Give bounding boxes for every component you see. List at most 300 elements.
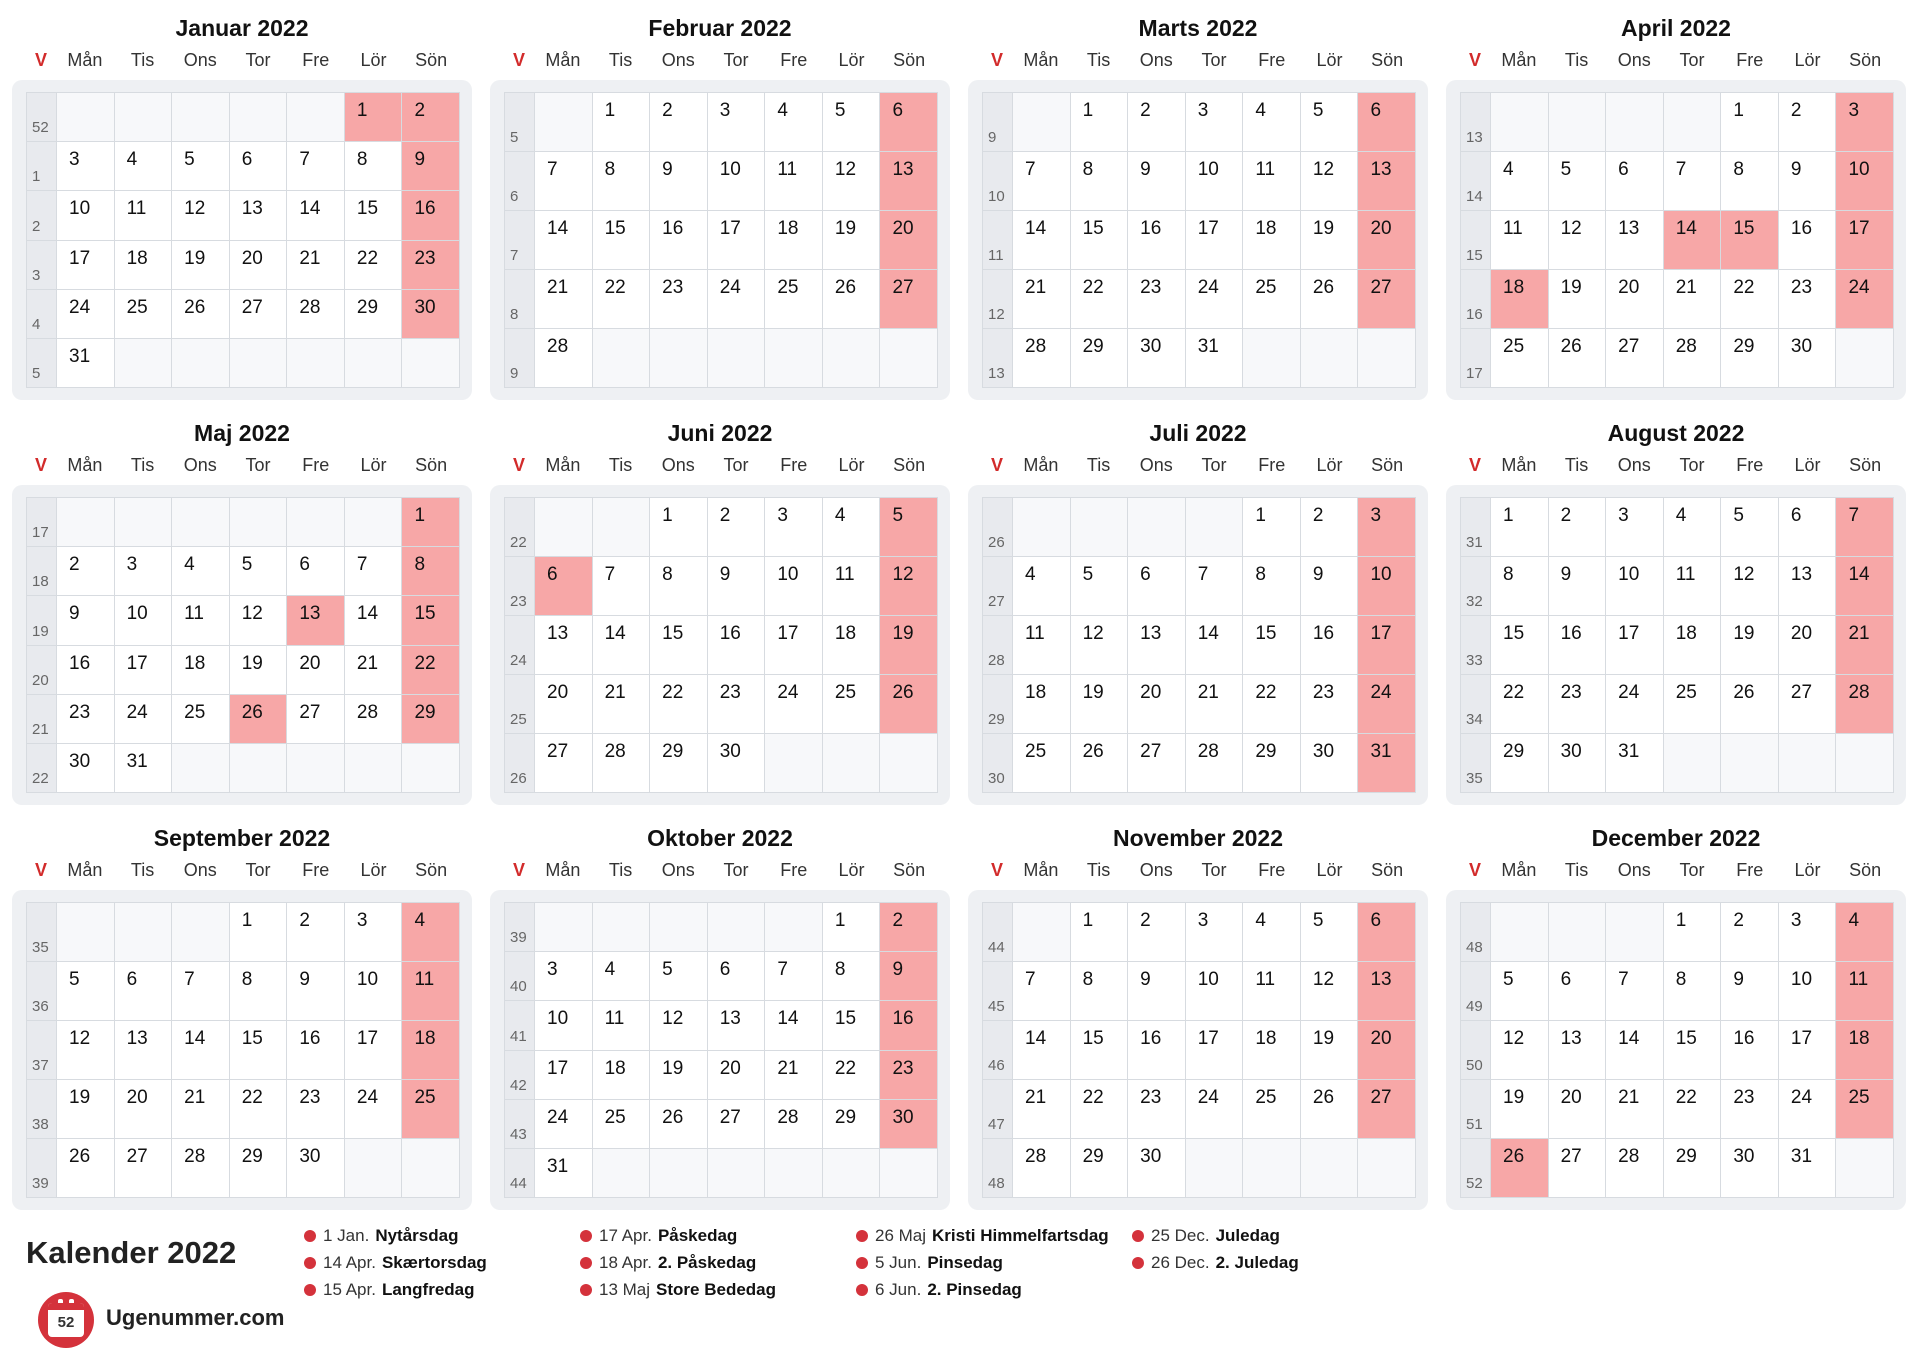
week-row bbox=[27, 339, 459, 387]
empty-day-cell bbox=[172, 498, 229, 546]
day-cell: 15 bbox=[1071, 211, 1128, 269]
day-cell: 18 bbox=[823, 616, 880, 674]
day-cell: 2 bbox=[880, 903, 937, 951]
holiday-column bbox=[580, 1222, 856, 1303]
weekday-label: Tor bbox=[723, 860, 749, 880]
empty-day-cell bbox=[402, 339, 459, 387]
empty-day-cell bbox=[1606, 903, 1663, 961]
day-cell: 12 bbox=[1301, 152, 1358, 210]
day-cell: 4 bbox=[1013, 557, 1070, 615]
empty-day-cell bbox=[1606, 93, 1663, 151]
empty-day-cell bbox=[402, 744, 459, 792]
day-cell: 24 bbox=[1186, 270, 1243, 328]
day-cell: 20 bbox=[1128, 675, 1185, 733]
weekday-label: Tis bbox=[1564, 455, 1589, 475]
weekday-label: Tor bbox=[1679, 455, 1705, 475]
month-calendar bbox=[490, 405, 950, 810]
weekday-header bbox=[12, 50, 472, 74]
day-cell: 2 bbox=[1779, 93, 1836, 151]
day-grid bbox=[1460, 497, 1894, 793]
holiday-dot-icon bbox=[304, 1230, 316, 1242]
day-cell: 20 bbox=[1549, 1080, 1606, 1138]
day-cell: 14 bbox=[1836, 557, 1893, 615]
day-cell: 2 bbox=[1128, 903, 1185, 961]
day-cell: 29 bbox=[230, 1139, 287, 1197]
empty-day-cell bbox=[880, 734, 937, 792]
day-cell: 4 bbox=[593, 952, 650, 1000]
day-cell: 6 bbox=[1358, 93, 1415, 151]
day-cell: 6 bbox=[1549, 962, 1606, 1020]
day-cell: 26 bbox=[57, 1139, 114, 1197]
day-cell: 23 bbox=[1721, 1080, 1778, 1138]
day-cell: 7 bbox=[172, 962, 229, 1020]
day-cell: 1 bbox=[1664, 903, 1721, 961]
week-number: 12 bbox=[983, 270, 1012, 328]
day-cell: 8 bbox=[230, 962, 287, 1020]
day-cell: 3 bbox=[1779, 903, 1836, 961]
holiday-day-cell: 1 bbox=[345, 93, 402, 141]
day-cell: 9 bbox=[287, 962, 344, 1020]
empty-day-cell bbox=[115, 339, 172, 387]
day-cell: 23 bbox=[1779, 270, 1836, 328]
weekday-label: Fre bbox=[780, 50, 808, 70]
day-cell: 12 bbox=[823, 152, 880, 210]
day-cell: 21 bbox=[1664, 270, 1721, 328]
week-row bbox=[27, 695, 459, 743]
day-cell: 23 bbox=[1128, 1080, 1185, 1138]
holiday-legend bbox=[304, 1222, 1324, 1303]
holiday-item bbox=[856, 1249, 1132, 1276]
day-cell: 2 bbox=[1128, 93, 1185, 151]
empty-day-cell bbox=[1013, 903, 1070, 961]
week-row bbox=[505, 675, 937, 733]
weekday-header bbox=[968, 455, 1428, 479]
week-row bbox=[505, 211, 937, 269]
empty-day-cell bbox=[57, 903, 114, 961]
day-cell: 28 bbox=[765, 1100, 822, 1148]
day-cell: 1 bbox=[650, 498, 707, 556]
day-cell: 22 bbox=[593, 270, 650, 328]
week-number: 9 bbox=[983, 93, 1012, 151]
empty-day-cell bbox=[1301, 1139, 1358, 1197]
week-number: 13 bbox=[1461, 93, 1490, 151]
day-cell: 6 bbox=[1606, 152, 1663, 210]
day-cell: 30 bbox=[1128, 1139, 1185, 1197]
week-number: 44 bbox=[983, 903, 1012, 961]
empty-day-cell bbox=[823, 329, 880, 387]
weekday-label: Sön bbox=[415, 455, 448, 475]
empty-day-cell bbox=[1358, 329, 1415, 387]
holiday-dot-icon bbox=[856, 1230, 868, 1242]
day-cell: 18 bbox=[593, 1051, 650, 1099]
holiday-item bbox=[1132, 1249, 1332, 1276]
weekday-header bbox=[12, 455, 472, 479]
day-cell: 14 bbox=[345, 596, 402, 644]
day-cell: 11 bbox=[593, 1001, 650, 1049]
day-grid bbox=[26, 92, 460, 388]
holiday-day-cell: 26 bbox=[230, 695, 287, 743]
week-number-header: V bbox=[34, 50, 47, 70]
day-cell: 23 bbox=[880, 1051, 937, 1099]
day-cell: 11 bbox=[1491, 211, 1548, 269]
week-number: 18 bbox=[27, 547, 56, 595]
day-cell: 24 bbox=[115, 695, 172, 743]
day-cell: 16 bbox=[1549, 616, 1606, 674]
day-cell: 31 bbox=[115, 744, 172, 792]
day-cell: 17 bbox=[1186, 1021, 1243, 1079]
day-cell: 18 bbox=[1664, 616, 1721, 674]
weekday-label: Mån bbox=[1501, 50, 1537, 70]
day-cell: 4 bbox=[1243, 93, 1300, 151]
day-cell: 3 bbox=[708, 93, 765, 151]
day-cell: 10 bbox=[57, 191, 114, 239]
week-row bbox=[505, 1001, 937, 1049]
day-cell: 18 bbox=[765, 211, 822, 269]
holiday-dot-icon bbox=[304, 1284, 316, 1296]
day-cell: 28 bbox=[1013, 329, 1070, 387]
day-cell: 25 bbox=[1013, 734, 1070, 792]
month-panel bbox=[490, 485, 950, 805]
day-cell: 22 bbox=[230, 1080, 287, 1138]
day-cell: 27 bbox=[880, 270, 937, 328]
week-number: 45 bbox=[983, 962, 1012, 1020]
empty-day-cell bbox=[287, 93, 344, 141]
day-cell: 4 bbox=[1836, 903, 1893, 961]
week-number: 8 bbox=[505, 270, 534, 328]
empty-day-cell bbox=[650, 329, 707, 387]
month-panel bbox=[968, 890, 1428, 1210]
week-row bbox=[505, 329, 937, 387]
month-title: Februar 2022 bbox=[648, 15, 792, 41]
day-cell: 22 bbox=[1071, 1080, 1128, 1138]
day-cell: 8 bbox=[345, 142, 402, 190]
day-cell: 19 bbox=[172, 241, 229, 289]
day-cell: 14 bbox=[1013, 1021, 1070, 1079]
month-panel bbox=[12, 80, 472, 400]
day-cell: 1 bbox=[823, 903, 880, 951]
day-cell: 3 bbox=[1606, 498, 1663, 556]
day-cell: 3 bbox=[345, 903, 402, 961]
week-row bbox=[983, 1021, 1415, 1079]
month-calendar bbox=[12, 810, 472, 1215]
day-cell: 24 bbox=[1836, 270, 1893, 328]
day-cell: 7 bbox=[1186, 557, 1243, 615]
day-cell: 22 bbox=[1664, 1080, 1721, 1138]
month-title: August 2022 bbox=[1607, 420, 1745, 446]
day-cell: 2 bbox=[402, 93, 459, 141]
holiday-dot-icon bbox=[1132, 1257, 1144, 1269]
day-cell: 14 bbox=[287, 191, 344, 239]
weekday-label: Fre bbox=[302, 455, 330, 475]
month-panel bbox=[490, 890, 950, 1210]
day-cell: 29 bbox=[1491, 734, 1548, 792]
day-cell: 13 bbox=[1128, 616, 1185, 674]
weekday-label: Tis bbox=[1564, 50, 1589, 70]
day-cell: 29 bbox=[823, 1100, 880, 1148]
holiday-column bbox=[856, 1222, 1132, 1303]
holiday-date: 26 Maj bbox=[875, 1225, 927, 1245]
weekday-label: Mån bbox=[545, 860, 581, 880]
day-cell: 23 bbox=[708, 675, 765, 733]
empty-day-cell bbox=[765, 329, 822, 387]
weekday-label: Tor bbox=[245, 860, 271, 880]
weekday-label: Ons bbox=[661, 860, 695, 880]
day-cell: 16 bbox=[1721, 1021, 1778, 1079]
week-number: 6 bbox=[505, 152, 534, 210]
day-cell: 5 bbox=[650, 952, 707, 1000]
day-cell: 29 bbox=[1071, 329, 1128, 387]
week-row bbox=[1461, 675, 1893, 733]
day-cell: 4 bbox=[1491, 152, 1548, 210]
day-cell: 13 bbox=[535, 616, 592, 674]
weekday-label: Mån bbox=[67, 455, 103, 475]
week-row bbox=[1461, 734, 1893, 792]
day-cell: 15 bbox=[230, 1021, 287, 1079]
empty-day-cell bbox=[708, 1149, 765, 1197]
day-cell: 17 bbox=[115, 646, 172, 694]
day-cell: 28 bbox=[345, 695, 402, 743]
day-cell: 8 bbox=[1243, 557, 1300, 615]
empty-day-cell bbox=[1013, 498, 1070, 556]
weekday-header bbox=[490, 860, 950, 884]
week-number-header: V bbox=[1468, 860, 1481, 880]
day-cell: 4 bbox=[1243, 903, 1300, 961]
day-cell: 29 bbox=[1664, 1139, 1721, 1197]
day-cell: 6 bbox=[708, 952, 765, 1000]
week-number: 1 bbox=[27, 142, 56, 190]
day-cell: 11 bbox=[823, 557, 880, 615]
week-number: 31 bbox=[1461, 498, 1490, 556]
day-cell: 12 bbox=[172, 191, 229, 239]
holiday-date: 1 Jan. bbox=[323, 1225, 370, 1245]
day-cell: 16 bbox=[402, 191, 459, 239]
day-cell: 21 bbox=[287, 241, 344, 289]
weekday-label: Lör bbox=[1316, 860, 1343, 880]
day-cell: 10 bbox=[1779, 962, 1836, 1020]
weekday-label: Tis bbox=[130, 860, 155, 880]
day-cell: 15 bbox=[650, 616, 707, 674]
month-title: September 2022 bbox=[153, 825, 331, 851]
empty-day-cell bbox=[880, 329, 937, 387]
weekday-label: Ons bbox=[1139, 50, 1173, 70]
empty-day-cell bbox=[708, 903, 765, 951]
day-cell: 29 bbox=[1721, 329, 1778, 387]
day-cell: 9 bbox=[57, 596, 114, 644]
day-cell: 6 bbox=[230, 142, 287, 190]
day-cell: 7 bbox=[765, 952, 822, 1000]
week-number: 30 bbox=[983, 734, 1012, 792]
day-cell: 8 bbox=[1721, 152, 1778, 210]
day-cell: 16 bbox=[650, 211, 707, 269]
day-cell: 18 bbox=[1836, 1021, 1893, 1079]
week-number-header: V bbox=[1468, 455, 1481, 475]
day-cell: 23 bbox=[1549, 675, 1606, 733]
empty-day-cell bbox=[1664, 93, 1721, 151]
day-cell: 11 bbox=[1836, 962, 1893, 1020]
holiday-day-cell: 26 bbox=[1491, 1139, 1548, 1197]
weekday-label: Lör bbox=[838, 455, 865, 475]
day-cell: 19 bbox=[1301, 211, 1358, 269]
weekday-label: Tis bbox=[130, 455, 155, 475]
day-cell: 13 bbox=[880, 152, 937, 210]
day-cell: 25 bbox=[172, 695, 229, 743]
holiday-dot-icon bbox=[856, 1284, 868, 1296]
weekday-label: Ons bbox=[183, 50, 217, 70]
empty-day-cell bbox=[230, 744, 287, 792]
month-title: Juli 2022 bbox=[1149, 420, 1247, 446]
day-cell: 27 bbox=[1549, 1139, 1606, 1197]
week-row bbox=[1461, 329, 1893, 387]
weekday-label: Ons bbox=[1617, 50, 1651, 70]
weekday-label: Tis bbox=[1086, 860, 1111, 880]
day-cell: 28 bbox=[1186, 734, 1243, 792]
week-number-header: V bbox=[512, 455, 525, 475]
month-title: November 2022 bbox=[1112, 825, 1284, 851]
holiday-dot-icon bbox=[580, 1284, 592, 1296]
day-cell: 26 bbox=[650, 1100, 707, 1148]
logo-calendar-page bbox=[48, 1303, 84, 1337]
weekday-label: Ons bbox=[1139, 455, 1173, 475]
day-cell: 29 bbox=[345, 290, 402, 338]
day-cell: 14 bbox=[593, 616, 650, 674]
empty-day-cell bbox=[172, 744, 229, 792]
day-cell: 10 bbox=[1186, 962, 1243, 1020]
week-row bbox=[27, 498, 459, 546]
weekday-header bbox=[12, 860, 472, 884]
day-cell: 11 bbox=[172, 596, 229, 644]
day-cell: 14 bbox=[535, 211, 592, 269]
month-calendar bbox=[968, 810, 1428, 1215]
empty-day-cell bbox=[402, 1139, 459, 1197]
holiday-name: Nytårsdag bbox=[375, 1225, 459, 1245]
day-cell: 11 bbox=[1664, 557, 1721, 615]
week-number: 44 bbox=[505, 1149, 534, 1197]
day-cell: 27 bbox=[1358, 270, 1415, 328]
weekday-label: Tis bbox=[130, 50, 155, 70]
empty-day-cell bbox=[115, 903, 172, 961]
weekday-header bbox=[1446, 50, 1906, 74]
week-row bbox=[505, 952, 937, 1000]
holiday-dot-icon bbox=[856, 1257, 868, 1269]
day-cell: 2 bbox=[57, 547, 114, 595]
day-cell: 11 bbox=[402, 962, 459, 1020]
month-panel bbox=[12, 485, 472, 805]
day-cell: 25 bbox=[1243, 1080, 1300, 1138]
month-panel bbox=[12, 890, 472, 1210]
empty-day-cell bbox=[1491, 93, 1548, 151]
holiday-item bbox=[304, 1276, 580, 1303]
week-row bbox=[27, 241, 459, 289]
week-row bbox=[505, 152, 937, 210]
day-grid bbox=[982, 92, 1416, 388]
holiday-name: Kristi Himmelfartsdag bbox=[932, 1225, 1109, 1245]
week-number: 25 bbox=[505, 675, 534, 733]
day-cell: 25 bbox=[1664, 675, 1721, 733]
weekday-label: Tis bbox=[608, 50, 633, 70]
week-number: 20 bbox=[27, 646, 56, 694]
week-number: 17 bbox=[27, 498, 56, 546]
day-cell: 3 bbox=[1186, 903, 1243, 961]
day-cell: 17 bbox=[1358, 616, 1415, 674]
empty-day-cell bbox=[345, 498, 402, 546]
holiday-name: Langfredag bbox=[381, 1279, 475, 1299]
day-cell: 20 bbox=[1779, 616, 1836, 674]
day-cell: 30 bbox=[880, 1100, 937, 1148]
weekday-header bbox=[1446, 860, 1906, 884]
day-cell: 13 bbox=[115, 1021, 172, 1079]
day-cell: 5 bbox=[57, 962, 114, 1020]
day-cell: 18 bbox=[1243, 1021, 1300, 1079]
day-cell: 13 bbox=[1358, 152, 1415, 210]
month-title: April 2022 bbox=[1621, 15, 1731, 41]
day-cell: 27 bbox=[1779, 675, 1836, 733]
week-number: 16 bbox=[1461, 270, 1490, 328]
day-cell: 10 bbox=[1358, 557, 1415, 615]
empty-day-cell bbox=[1128, 498, 1185, 556]
day-cell: 22 bbox=[1243, 675, 1300, 733]
day-cell: 9 bbox=[402, 142, 459, 190]
week-row bbox=[505, 1149, 937, 1197]
week-number: 21 bbox=[27, 695, 56, 743]
day-cell: 24 bbox=[345, 1080, 402, 1138]
day-cell: 21 bbox=[345, 646, 402, 694]
month-calendar bbox=[12, 405, 472, 810]
day-cell: 8 bbox=[1664, 962, 1721, 1020]
day-cell: 17 bbox=[57, 241, 114, 289]
day-cell: 23 bbox=[650, 270, 707, 328]
day-cell: 25 bbox=[1836, 1080, 1893, 1138]
weekday-label: Tor bbox=[1201, 860, 1227, 880]
day-cell: 12 bbox=[1301, 962, 1358, 1020]
empty-day-cell bbox=[1836, 734, 1893, 792]
site-name-link[interactable]: Ugenummer.com bbox=[106, 1305, 285, 1330]
empty-day-cell bbox=[650, 1149, 707, 1197]
week-number: 49 bbox=[1461, 962, 1490, 1020]
week-row bbox=[1461, 616, 1893, 674]
weekday-label: Lör bbox=[1794, 455, 1821, 475]
month-calendar bbox=[1446, 405, 1906, 810]
holiday-day-cell: 14 bbox=[1664, 211, 1721, 269]
empty-day-cell bbox=[287, 744, 344, 792]
day-cell: 9 bbox=[708, 557, 765, 615]
empty-day-cell bbox=[345, 339, 402, 387]
day-cell: 31 bbox=[1606, 734, 1663, 792]
day-cell: 20 bbox=[1358, 211, 1415, 269]
weekday-label: Sön bbox=[1371, 860, 1404, 880]
weekday-label: Fre bbox=[1258, 455, 1286, 475]
day-cell: 6 bbox=[1779, 498, 1836, 556]
day-grid bbox=[1460, 92, 1894, 388]
calendar-grid bbox=[12, 0, 1908, 1215]
empty-day-cell bbox=[1186, 1139, 1243, 1197]
day-cell: 8 bbox=[593, 152, 650, 210]
week-row bbox=[27, 596, 459, 644]
week-row bbox=[983, 1080, 1415, 1138]
holiday-day-cell: 13 bbox=[287, 596, 344, 644]
week-row bbox=[27, 1021, 459, 1079]
day-cell: 21 bbox=[1836, 616, 1893, 674]
day-cell: 19 bbox=[880, 616, 937, 674]
day-cell: 30 bbox=[287, 1139, 344, 1197]
holiday-date: 5 Jun. bbox=[875, 1252, 922, 1272]
day-cell: 22 bbox=[402, 646, 459, 694]
week-number-header: V bbox=[990, 860, 1003, 880]
day-cell: 26 bbox=[172, 290, 229, 338]
week-number: 35 bbox=[27, 903, 56, 961]
day-cell: 9 bbox=[880, 952, 937, 1000]
empty-day-cell bbox=[1301, 329, 1358, 387]
day-grid bbox=[1460, 902, 1894, 1198]
